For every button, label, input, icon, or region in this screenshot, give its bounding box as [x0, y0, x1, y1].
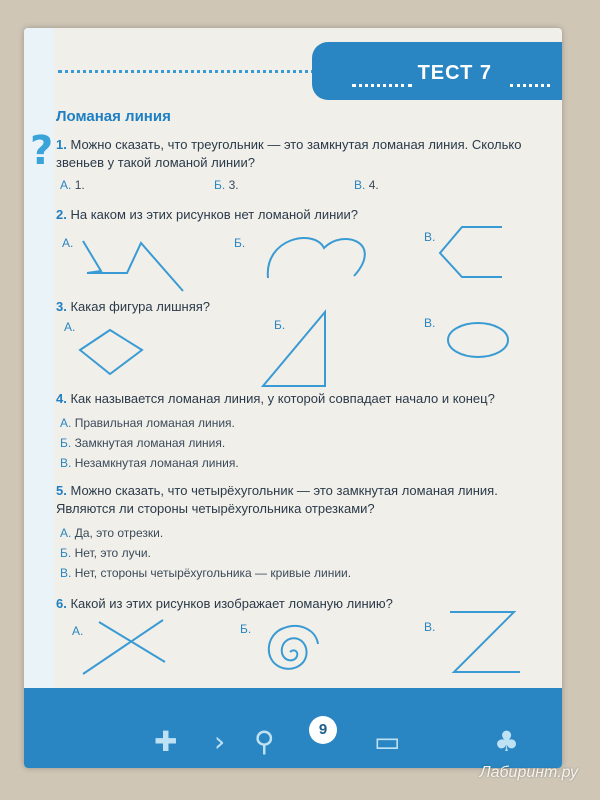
q5-option-b[interactable]: [60, 546, 151, 560]
ellipse-figure: [442, 318, 522, 368]
q2-option-c[interactable]: [424, 230, 435, 244]
crossed-segments-figure: [79, 618, 169, 678]
question-number: 6.: [56, 596, 67, 611]
question-number: 5.: [56, 483, 67, 498]
option-text: 3.: [228, 178, 239, 192]
test-banner: [312, 42, 562, 100]
q2-option-a[interactable]: [62, 236, 73, 250]
q3-option-c[interactable]: [424, 316, 435, 330]
option-letter: Б.: [60, 546, 72, 560]
option-letter: В.: [60, 456, 72, 470]
option-letter: А.: [62, 236, 74, 250]
magnifier-icon: ⚲: [254, 725, 275, 758]
option-text: Да, это отрезки.: [74, 526, 164, 540]
test-title: ТЕСТ 7: [417, 62, 492, 84]
question-text: Можно сказать, что треугольник — это замкнутая ломаная линия. Сколько звеньев у такой ломаной линии?: [56, 137, 522, 170]
q4-option-c[interactable]: [60, 456, 239, 470]
question-text: Какая фигура лишняя?: [70, 299, 211, 314]
question-1: [56, 136, 546, 172]
topic-title: Ломаная линия: [56, 108, 171, 125]
footer-band: [24, 688, 562, 768]
q3-option-a[interactable]: [64, 320, 75, 334]
banner-dots-left: [352, 84, 412, 87]
option-letter: В.: [424, 316, 436, 330]
question-mark-icon: ?: [30, 128, 54, 174]
triangle-figure: [259, 310, 329, 390]
option-letter: Б.: [60, 436, 72, 450]
q4-option-b[interactable]: [60, 436, 225, 450]
page-number: 9: [309, 716, 337, 744]
q4-option-a[interactable]: [60, 416, 235, 430]
q1-option-b[interactable]: [214, 178, 239, 192]
q6-option-b[interactable]: [240, 622, 251, 636]
rhombus-figure: [76, 328, 146, 378]
curved-line-figure: [264, 228, 384, 288]
option-letter: А.: [72, 624, 84, 638]
q1-option-c[interactable]: [354, 178, 379, 192]
q1-option-a[interactable]: [60, 178, 85, 192]
open-polyline-figure: [436, 223, 516, 283]
option-letter: В.: [424, 230, 436, 244]
q5-option-a[interactable]: [60, 526, 163, 540]
option-text: Замкнутая ломаная линия.: [74, 436, 226, 450]
question-5: [56, 482, 551, 518]
option-letter: В.: [60, 566, 72, 580]
zigzag-polyline-figure: [79, 233, 189, 293]
option-text: 4.: [368, 178, 379, 192]
labirint-watermark: Лабиринт.ру: [479, 764, 578, 781]
question-text: Как называется ломаная линия, у которой совпадает начало и конец?: [70, 391, 495, 406]
option-letter: А.: [60, 178, 72, 192]
q5-option-c[interactable]: [60, 566, 351, 580]
option-letter: А.: [64, 320, 76, 334]
z-polyline-figure: [444, 608, 524, 678]
apple-icon: ♣: [494, 725, 520, 758]
option-letter: Б.: [214, 178, 226, 192]
chevron-right-icon: ›: [214, 725, 226, 758]
workbook-page: [24, 28, 562, 768]
option-letter: Б.: [274, 318, 286, 332]
question-text: Какой из этих рисунков изображает ломаную линию?: [70, 596, 393, 611]
option-text: Правильная ломаная линия.: [74, 416, 235, 430]
question-number: 3.: [56, 299, 67, 314]
q2-option-b[interactable]: [234, 236, 245, 250]
question-4: [56, 390, 556, 408]
option-letter: Б.: [240, 622, 252, 636]
option-letter: В.: [354, 178, 366, 192]
question-number: 4.: [56, 391, 67, 406]
ruler-icon: ▭: [374, 725, 401, 758]
option-letter: Б.: [234, 236, 246, 250]
option-letter: А.: [60, 416, 72, 430]
option-text: Нет, стороны четырёхугольника — кривые линии.: [74, 566, 352, 580]
option-letter: А.: [60, 526, 72, 540]
banner-dots-right: [510, 84, 550, 87]
option-text: 1.: [74, 178, 85, 192]
question-2: [56, 206, 546, 224]
question-number: 2.: [56, 207, 67, 222]
question-number: 1.: [56, 137, 67, 152]
option-text: Нет, это лучи.: [74, 546, 151, 560]
option-text: Незамкнутая ломаная линия.: [74, 456, 239, 470]
puzzle-icon: ✚: [154, 725, 178, 758]
question-text: Можно сказать, что четырёхугольник — это замкнутая ломаная линия. Являются ли стороны четырёхугольника отрезками?: [56, 483, 498, 516]
question-text: На каком из этих рисунков нет ломаной линии?: [70, 207, 359, 222]
q6-option-c[interactable]: [424, 620, 435, 634]
option-letter: В.: [424, 620, 436, 634]
spiral-figure: [256, 620, 326, 684]
